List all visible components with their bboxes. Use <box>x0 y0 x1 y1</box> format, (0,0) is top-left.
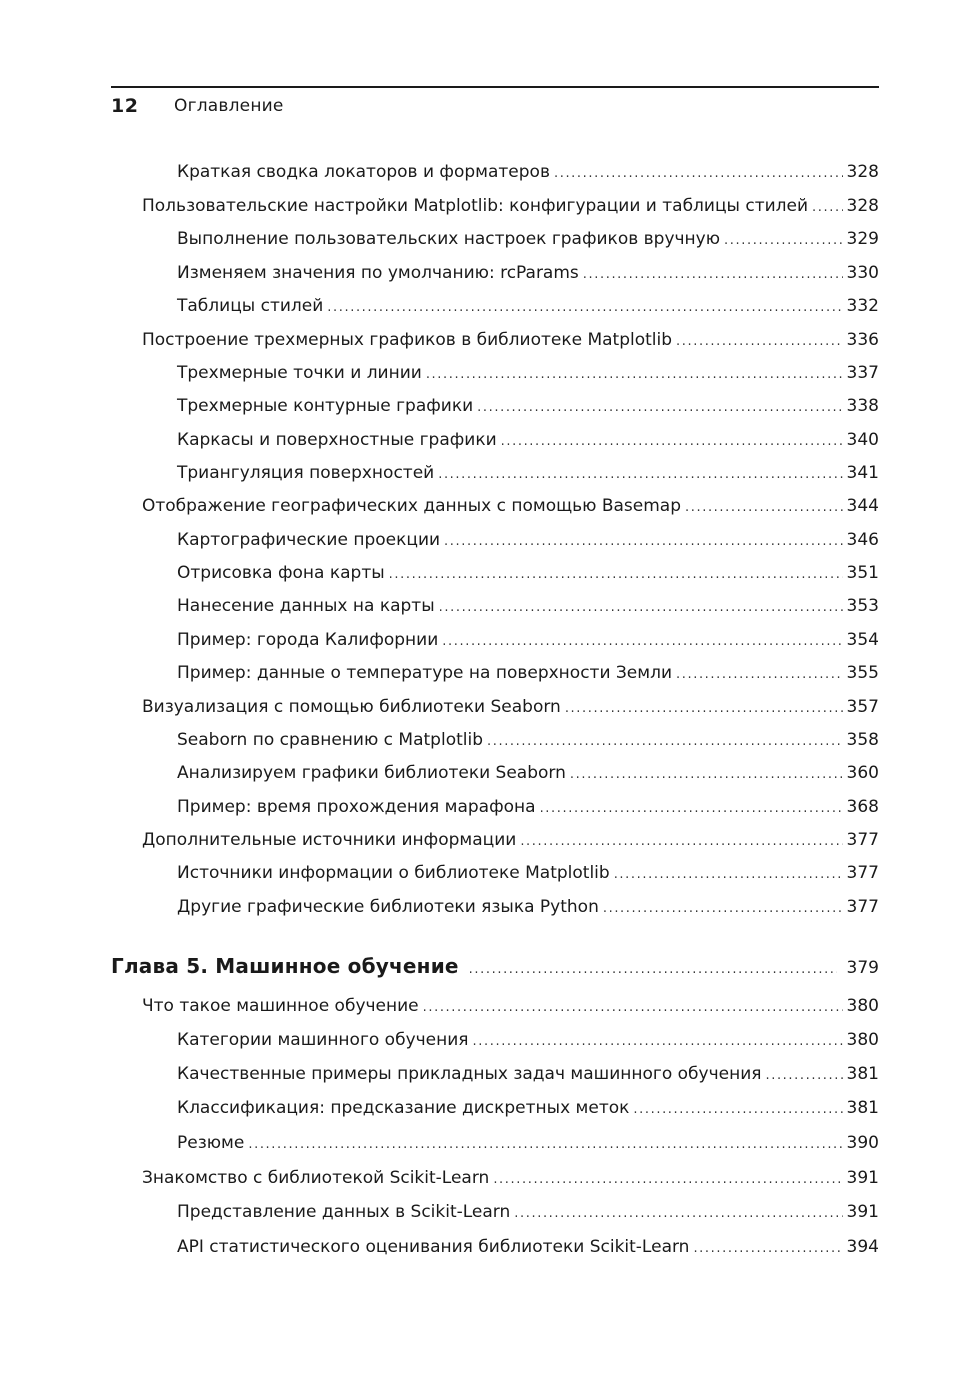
toc-entry[interactable] <box>177 1096 879 1122</box>
toc-section-title: Визуализация с помощью библиотеки Seaborn <box>142 697 561 717</box>
toc-entry-page: 360 <box>846 763 879 783</box>
dot-leader <box>426 363 843 387</box>
toc-entry-page: 381 <box>846 1064 879 1084</box>
dot-leader <box>444 530 843 554</box>
toc-section[interactable] <box>142 828 879 854</box>
dot-leader <box>693 1237 842 1261</box>
toc-entry[interactable] <box>177 1062 879 1088</box>
toc-entry-page: 353 <box>846 596 879 616</box>
toc-entry[interactable] <box>177 428 879 454</box>
dot-leader <box>724 229 843 253</box>
toc-entry-title: API статистического оценивания библиотеки Scikit-Learn <box>177 1237 690 1257</box>
toc-entry-page: 380 <box>846 1030 879 1050</box>
toc-entry[interactable] <box>177 895 879 921</box>
dot-leader <box>442 630 842 654</box>
dot-leader <box>487 730 843 754</box>
toc-entry-page: 381 <box>846 1098 879 1118</box>
toc-entry-title: Триангуляция поверхностей <box>177 463 435 483</box>
dot-leader <box>676 663 843 687</box>
toc-entry[interactable] <box>177 1200 879 1226</box>
toc-entry-page: 346 <box>846 530 879 550</box>
dot-leader <box>439 596 843 620</box>
toc-entry-title: Источники информации о библиотеке Matplotlib <box>177 863 610 883</box>
toc-entry[interactable] <box>177 394 879 420</box>
toc-entry-page: 338 <box>846 396 879 416</box>
toc-section-page: 328 <box>846 196 879 216</box>
toc-entry-title: Классификация: предсказание дискретных меток <box>177 1098 630 1118</box>
toc-section-title: Отображение географических данных с помощью Basemap <box>142 496 682 516</box>
toc-entry-page: 377 <box>846 863 879 883</box>
toc-entry[interactable] <box>177 261 879 287</box>
dot-leader <box>514 1202 842 1226</box>
toc-section-page: 344 <box>846 496 879 516</box>
dot-leader <box>469 956 837 984</box>
dot-leader <box>765 1064 842 1088</box>
toc-entry[interactable] <box>177 361 879 387</box>
toc-section-page: 357 <box>846 697 879 717</box>
toc-entry[interactable] <box>177 728 879 754</box>
toc-entry-title: Резюме <box>177 1133 245 1153</box>
toc-section[interactable] <box>142 328 879 354</box>
dot-leader <box>477 396 842 420</box>
toc-entry-page: 328 <box>846 162 879 182</box>
toc-section-page: 391 <box>846 1168 879 1188</box>
toc-section[interactable] <box>142 194 879 220</box>
toc-entry-title: Seaborn по сравнению с Matplotlib <box>177 730 483 750</box>
toc-entry-title: Изменяем значения по умолчанию: rcParams <box>177 263 579 283</box>
dot-leader <box>438 463 842 487</box>
toc-entry[interactable] <box>177 861 879 887</box>
dot-leader <box>423 996 843 1020</box>
toc-entry-title: Пример: данные о температуре на поверхности Земли <box>177 663 673 683</box>
toc-chapter[interactable] <box>111 952 879 984</box>
toc-entry-title: Пример: время прохождения марафона <box>177 797 536 817</box>
dot-leader <box>473 1030 843 1054</box>
toc-entry-page: 377 <box>846 897 879 917</box>
toc-entry-title: Отрисовка фона карты <box>177 563 385 583</box>
toc-section[interactable] <box>142 695 879 721</box>
dot-leader <box>327 296 842 320</box>
toc-entry-title: Пример: города Калифорнии <box>177 630 439 650</box>
toc-entry[interactable] <box>177 1131 879 1157</box>
toc-section-page: 377 <box>846 830 879 850</box>
toc-section[interactable] <box>142 494 879 520</box>
toc-entry[interactable] <box>177 1235 879 1261</box>
toc-entry-title: Трехмерные точки и линии <box>177 363 422 383</box>
toc-entry-title: Категории машинного обучения <box>177 1030 469 1050</box>
toc-section-title: Знакомство с библиотекой Scikit-Learn <box>142 1168 490 1188</box>
toc-entry-title: Анализируем графики библиотеки Seaborn <box>177 763 566 783</box>
toc-entry[interactable] <box>177 795 879 821</box>
dot-leader <box>540 797 843 821</box>
toc-entry-title: Представление данных в Scikit-Learn <box>177 1202 511 1222</box>
toc-entry-page: 368 <box>846 797 879 817</box>
toc-entry-page: 332 <box>846 296 879 316</box>
toc-entry-title: Качественные примеры прикладных задач машинного обучения <box>177 1064 762 1084</box>
toc-entry[interactable] <box>177 461 879 487</box>
toc-entry-title: Другие графические библиотеки языка Python <box>177 897 599 917</box>
toc-entry[interactable] <box>177 561 879 587</box>
dot-leader <box>676 330 843 354</box>
toc-entry[interactable] <box>177 594 879 620</box>
dot-leader <box>570 763 843 787</box>
toc-entry[interactable] <box>177 227 879 253</box>
toc-entry-page: 394 <box>846 1237 879 1257</box>
toc-entry[interactable] <box>177 528 879 554</box>
toc-entry-title: Трехмерные контурные графики <box>177 396 474 416</box>
toc-section-title: Построение трехмерных графиков в библиотеке Matplotlib <box>142 330 673 350</box>
toc-entry-page: 391 <box>846 1202 879 1222</box>
toc-chapter-title: Глава 5. Машинное обучение <box>111 954 459 978</box>
toc-chapter-page: 379 <box>846 958 879 978</box>
toc-entry-title: Картографические проекции <box>177 530 441 550</box>
toc-entry[interactable] <box>177 761 879 787</box>
toc-section-page: 380 <box>846 996 879 1016</box>
dot-leader <box>614 863 843 887</box>
toc-entry[interactable] <box>177 661 879 687</box>
toc-entry-page: 330 <box>846 263 879 283</box>
toc-section-page: 336 <box>846 330 879 350</box>
toc-entry-page: 358 <box>846 730 879 750</box>
page-number: 12 <box>111 95 139 117</box>
dot-leader <box>389 563 843 587</box>
toc-entry-title: Выполнение пользовательских настроек графиков вручную <box>177 229 721 249</box>
toc-entry-title: Таблицы стилей <box>177 296 324 316</box>
toc-entry-title: Краткая сводка локаторов и форматеров <box>177 162 550 182</box>
toc-entry[interactable] <box>177 294 879 320</box>
toc-entry-page: 341 <box>846 463 879 483</box>
toc-entry[interactable] <box>177 1028 879 1054</box>
toc-section[interactable] <box>142 1166 879 1192</box>
toc-section-title: Дополнительные источники информации <box>142 830 517 850</box>
toc-entry-title: Нанесение данных на карты <box>177 596 435 616</box>
dot-leader <box>583 263 843 287</box>
toc-entry-page: 337 <box>846 363 879 383</box>
dot-leader <box>554 162 843 186</box>
toc-section-title: Что такое машинное обучение <box>142 996 419 1016</box>
dot-leader <box>520 830 842 854</box>
dot-leader <box>603 897 843 921</box>
toc-entry[interactable] <box>177 628 879 654</box>
toc-section-title: Пользовательские настройки Matplotlib: конфигурации и таблицы стилей <box>142 196 809 216</box>
dot-leader <box>493 1168 842 1192</box>
dot-leader <box>565 697 843 721</box>
toc-entry[interactable] <box>177 160 879 186</box>
dot-leader <box>248 1133 842 1157</box>
dot-leader <box>812 196 843 220</box>
toc-entry-page: 351 <box>846 563 879 583</box>
running-head: Оглавление <box>174 96 284 116</box>
toc-entry-page: 340 <box>846 430 879 450</box>
toc-section[interactable] <box>142 994 879 1020</box>
dot-leader <box>633 1098 842 1122</box>
dot-leader <box>685 496 843 520</box>
toc-entry-page: 354 <box>846 630 879 650</box>
toc-entry-page: 390 <box>846 1133 879 1153</box>
toc-entry-page: 329 <box>846 229 879 249</box>
toc-entry-page: 355 <box>846 663 879 683</box>
dot-leader <box>501 430 843 454</box>
toc-entry-title: Каркасы и поверхностные графики <box>177 430 497 450</box>
